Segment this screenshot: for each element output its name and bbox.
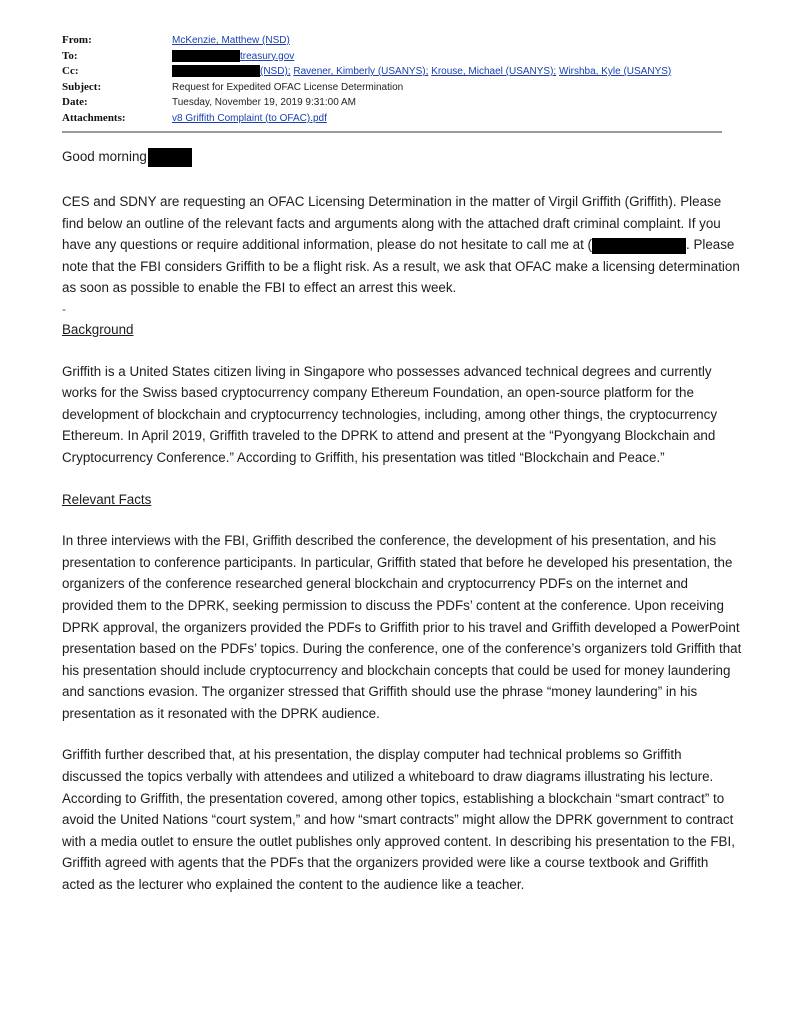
heading-background: Background (62, 321, 134, 337)
redaction-box (172, 50, 240, 62)
dash-marker: - (62, 301, 66, 316)
cc-row (62, 64, 722, 80)
to-label: To: (62, 49, 78, 62)
facts-paragraph-1: In three interviews with the FBI, Griffith described the conference, the development of his presentation, and his presentation to conference participants. In particular, Griffith stated that before he developed his presentation, the organizers of the conference researched general blockchain and cryptocurrency PDFs on the internet and provided them to the DPRK, seeking permission to discuss the PDFs’ content at the conference. Upon receiving DPRK approval, the organizers provided the PDFs to Griffith prior to his travel and Griffith developed a PowerPoint presentation based on the PDFs’ topics. During the conference, one of the conference’s organizers told Griffith that his presentation should include cryptocurrency and blockchain concepts that could be used for money laundering and sanctions evasion. The organizer stressed that Griffith should use the phrase “money laundering” in his presentation as it resonated with the DPRK audience. (62, 533, 742, 721)
redaction-box (148, 148, 192, 167)
cc-link-wirshba[interactable]: Wirshba, Kyle (USANYS) (559, 66, 672, 77)
date-label: Date: (62, 96, 88, 108)
date-row (62, 95, 722, 111)
from-link[interactable]: McKenzie, Matthew (NSD) (172, 35, 290, 46)
intro-text-b: . Please note that the FBI considers Griffith to be a flight risk. As a result, we ask that OFAC make a licensing determination as soon as possible to enable the FBI to effect an arrest this week. (62, 237, 740, 296)
cc-link-krouse[interactable]: Krouse, Michael (USANYS); (431, 66, 557, 77)
cc-label: Cc: (62, 65, 79, 77)
background-paragraph: Griffith is a United States citizen living in Singapore who possesses advanced technical degrees and currently works for the Swiss based cryptocurrency company Ethereum Foundation, an open-source platform for the development of blockchain and cryptocurrency technologies, including, among other things, the cryptocurrency Ethereum. In April 2019, Griffith traveled to the DPRK to attend and present at the “Pyongyang Blockchain and Cryptocurrency Conference.” According to Griffith, his presentation was titled “Blockchain and Peace.” (62, 363, 718, 465)
attachments-row (62, 111, 722, 127)
from-label: From: (62, 34, 92, 46)
cc-link-nsd[interactable]: (NSD); (260, 66, 291, 77)
subject-row (62, 80, 722, 96)
to-link[interactable]: treasury.gov (240, 50, 295, 62)
intro-paragraph (62, 191, 742, 299)
greeting: Good morning (62, 149, 147, 164)
facts-paragraph-2: Griffith further described that, at his presentation, the display computer had technical problems so Griffith discussed the topics verbally with attendees and utilized a whiteboard to draw diagrams illustrating his lecture. According to Griffith, the presentation covered, among other topics, establishing a blockchain “smart contract” to avoid the United Nations “court system,” and how “smart contracts” might allow the DPRK government to contract with a media outlet to ensure the outlet publishes only approved content. In describing his presentation to the FBI, Griffith agreed with agents that the PDFs that the organizers provided were like a course textbook and Griffith acted as the lecturer who explained the content to the audience like a teacher. (62, 747, 735, 893)
subject-value: Request for Expedited OFAC License Determination (172, 81, 404, 93)
attachment-link[interactable]: v8 Griffith Complaint (to OFAC).pdf (172, 112, 327, 124)
email-header (62, 33, 722, 126)
greeting-line (62, 144, 742, 170)
date-value: Tuesday, November 19, 2019 9:31:00 AM (172, 97, 356, 108)
to-row (62, 49, 722, 65)
subject-label: Subject: (62, 80, 102, 93)
header-divider (62, 131, 722, 133)
cc-link-ravener[interactable]: Ravener, Kimberly (USANYS); (293, 66, 429, 77)
attachments-label: Attachments: (62, 111, 126, 124)
intro-text-a: CES and SDNY are requesting an OFAC Licensing Determination in the matter of Virgil Griffith (Griffith). Please find below an outline of the relevant facts and arguments along with the attached draft criminal complaint. If you have any questions or require additional information, please do not hesitate to call me at ( (62, 194, 722, 253)
from-row (62, 33, 722, 49)
heading-relevant-facts: Relevant Facts (62, 491, 152, 507)
redaction-box (172, 65, 260, 77)
redaction-box (592, 238, 686, 254)
email-body (62, 144, 742, 896)
